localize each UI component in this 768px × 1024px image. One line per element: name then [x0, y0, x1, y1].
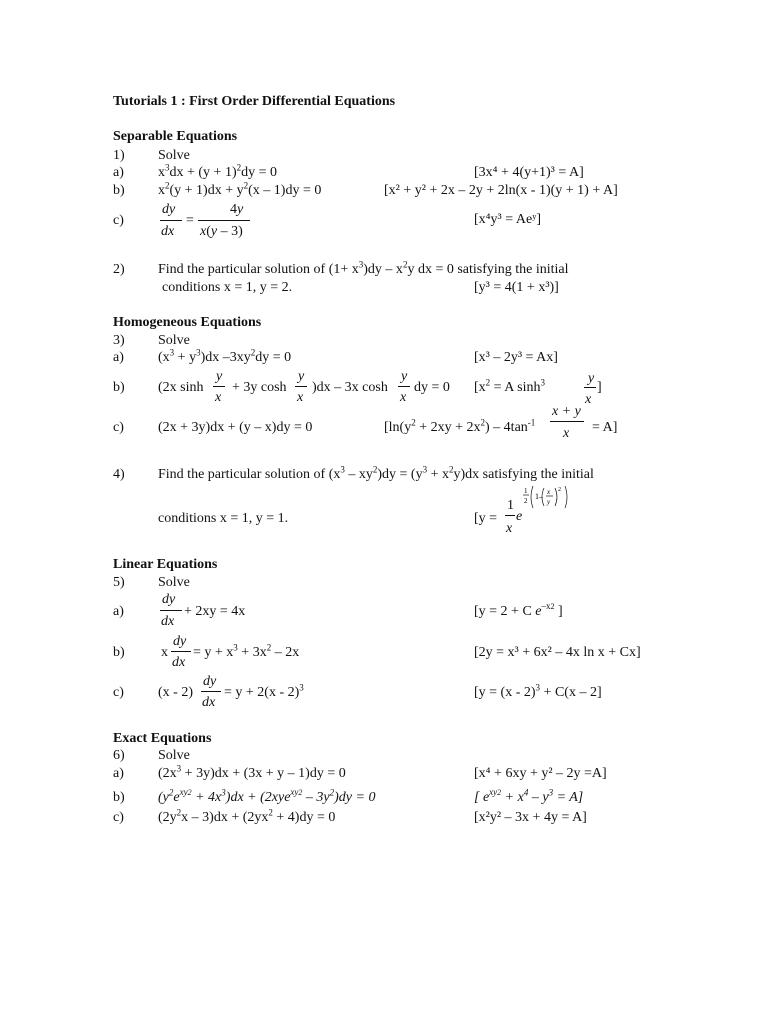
part-label: a): [113, 165, 124, 180]
equation: $(2x^3 + 3y)dx + (3x + y - 1)dy = 0$: [158, 763, 346, 781]
svg-text:2: 2: [558, 487, 561, 493]
page-title: Tutorials 1 : First Order Differential Equations: [113, 94, 396, 109]
question-text: Find the particular solution of $(1+ x^3)dy - x^2y$ dx = 0 satisfying the initial: [158, 259, 569, 277]
instruction-solve: Solve: [158, 148, 190, 163]
part-label: a): [113, 604, 124, 619]
part-label: b): [113, 645, 125, 660]
part-label: a): [113, 350, 124, 365]
answer: [x²y² – 3x + 4y = A]: [474, 810, 587, 825]
svg-text:1–: 1–: [535, 492, 543, 501]
answer: [y³ = 4(1 + x³)]: [474, 280, 559, 295]
question-number: 4): [113, 467, 125, 482]
question-number: 1): [113, 148, 125, 163]
part-label: c): [113, 213, 124, 228]
section-heading-homogeneous: Homogeneous Equations: [113, 315, 262, 330]
svg-text:2: 2: [524, 497, 528, 505]
question-number: 5): [113, 575, 125, 590]
question-text: conditions x = 1, y = 1.: [158, 511, 289, 526]
page: Tutorials 1 : First Order Differential Equations Separable Equations 1) Solve a) $x^3dx + (y + 1)^2dy = 0$ [3x⁴ + 4(y+1)³ = A] b) $x^2(y + 1)dx + y^2(x - 1)dy = 0$ [x² + y² + 2x – 2y + 2ln(x - 1)(y + 1) + A] c) dy dx = 4y x(y – 3) [x⁴y³ = Aeʸ] 2) Find the particular solution of $(1+ x^3)dy - x^2y$ dx = 0 satisfying the initial conditions x = 1, y = 2. [y³ = 4(1 + x³)] Homogeneous Equations 3) Solve a) $(x^3 + y^3)dx$ $-3xy^2dy = 0$ [x³ – 2y³ = Ax] b) (2x sinh y x + 3y cosh y x )dx – 3x cosh y x dy = 0 [$x^2 = A$ $\sinh^3$ y x ] c) (2x + 3y)dx + (y – x)dy = 0 [$\ln(y^2 + 2xy + 2x^2) - 4\tan^{-1}$ x + y x = A] 4) Find the particular solution of $(x^3 - xy^2)dy = (y^3 + x^2y)dx$ satisfying the initial conditions x = 1, y = 1. [y = 1 x e 1 2 1– x y 2 Linear Equations 5) Solve a) dy dx + 2xy = 4x [y = 2 + C $e^{-x2}$ ] b) x dy dx = $y + x^3 + 3x^2 - 2x$ [2y = x³ + 6x² – 4x ln x + Cx] c) (x - 2) dy dx = y + 2(x - 2)$^3$ [y = (x - 2)$^3$ + C(x – 2] Exact Equations 6) Solve a) $(2x^3 + 3y)dx + (3x + y - 1)dy = 0$ [x⁴ + 6xy + y² – 2y =A] b) $(y^2e^{xy2} + 4x^3)dx + (2xye^{xy2} - 3y^2)dy = 0$ [ $e^{xy2} + x^4 - y^3 = A$] c) $(2y^2x - 3)dx + (2yx^2 + 4)dy = 0$ [x²y² – 3x + 4y = A]: [113, 94, 641, 825]
equation: $(y^2e^{xy2} + 4x^3)dx + (2xye^{xy2} - 3y^2)dy = 0$: [158, 787, 376, 805]
equation: $(x^3 + y^3)dx$ $-3xy^2dy = 0$: [158, 347, 292, 365]
svg-text:y: y: [547, 498, 551, 506]
answer: [2y = x³ + 6x² – 4x ln x + Cx]: [474, 645, 641, 660]
question-text: conditions x = 1, y = 2.: [162, 280, 293, 295]
equation: $(2y^2x - 3)dx + (2yx^2 + 4)dy = 0$: [158, 807, 336, 825]
svg-text:1: 1: [524, 487, 528, 495]
instruction-solve: Solve: [158, 333, 190, 348]
instruction-solve: Solve: [158, 748, 190, 763]
part-label: b): [113, 183, 125, 198]
instruction-solve: Solve: [158, 575, 190, 590]
question-text: Find the particular solution of $(x^3 - xy^2)dy = (y^3 + x^2y)dx$ satisfying the initial: [158, 464, 594, 482]
section-heading-exact: Exact Equations: [113, 731, 212, 746]
question-number: 6): [113, 748, 125, 763]
answer: [ $e^{xy2} + x^4 - y^3 = A$]: [474, 787, 584, 805]
question-number: 3): [113, 333, 125, 348]
question-number: 2): [113, 262, 125, 277]
answer: [y = (x - 2)$^3$ + C(x – 2]: [474, 682, 602, 700]
equation: $x^3dx + (y + 1)^2dy = 0$: [158, 162, 278, 180]
exponent-expression: [523, 484, 573, 514]
answer: [x⁴y³ = Aeʸ]: [474, 212, 542, 227]
answer: [x³ – 2y³ = Ax]: [474, 350, 558, 365]
answer: [x² + y² + 2x – 2y + 2ln(x - 1)(y + 1) + A]: [384, 183, 618, 198]
section-heading-linear: Linear Equations: [113, 557, 218, 572]
equation: $x^2(y + 1)dx + y^2(x - 1)dy = 0$: [158, 180, 322, 198]
part-label: b): [113, 790, 125, 805]
svg-text:x: x: [547, 488, 551, 496]
answer: [3x⁴ + 4(y+1)³ = A]: [474, 165, 584, 180]
part-label: c): [113, 810, 124, 825]
part-label: c): [113, 420, 124, 435]
part-label: b): [113, 380, 125, 395]
equation: (2x + 3y)dx + (y – x)dy = 0: [158, 420, 313, 435]
part-label: a): [113, 766, 124, 781]
part-label: c): [113, 685, 124, 700]
section-heading-separable: Separable Equations: [113, 129, 238, 144]
answer: [x⁴ + 6xy + y² – 2y =A]: [474, 766, 607, 781]
